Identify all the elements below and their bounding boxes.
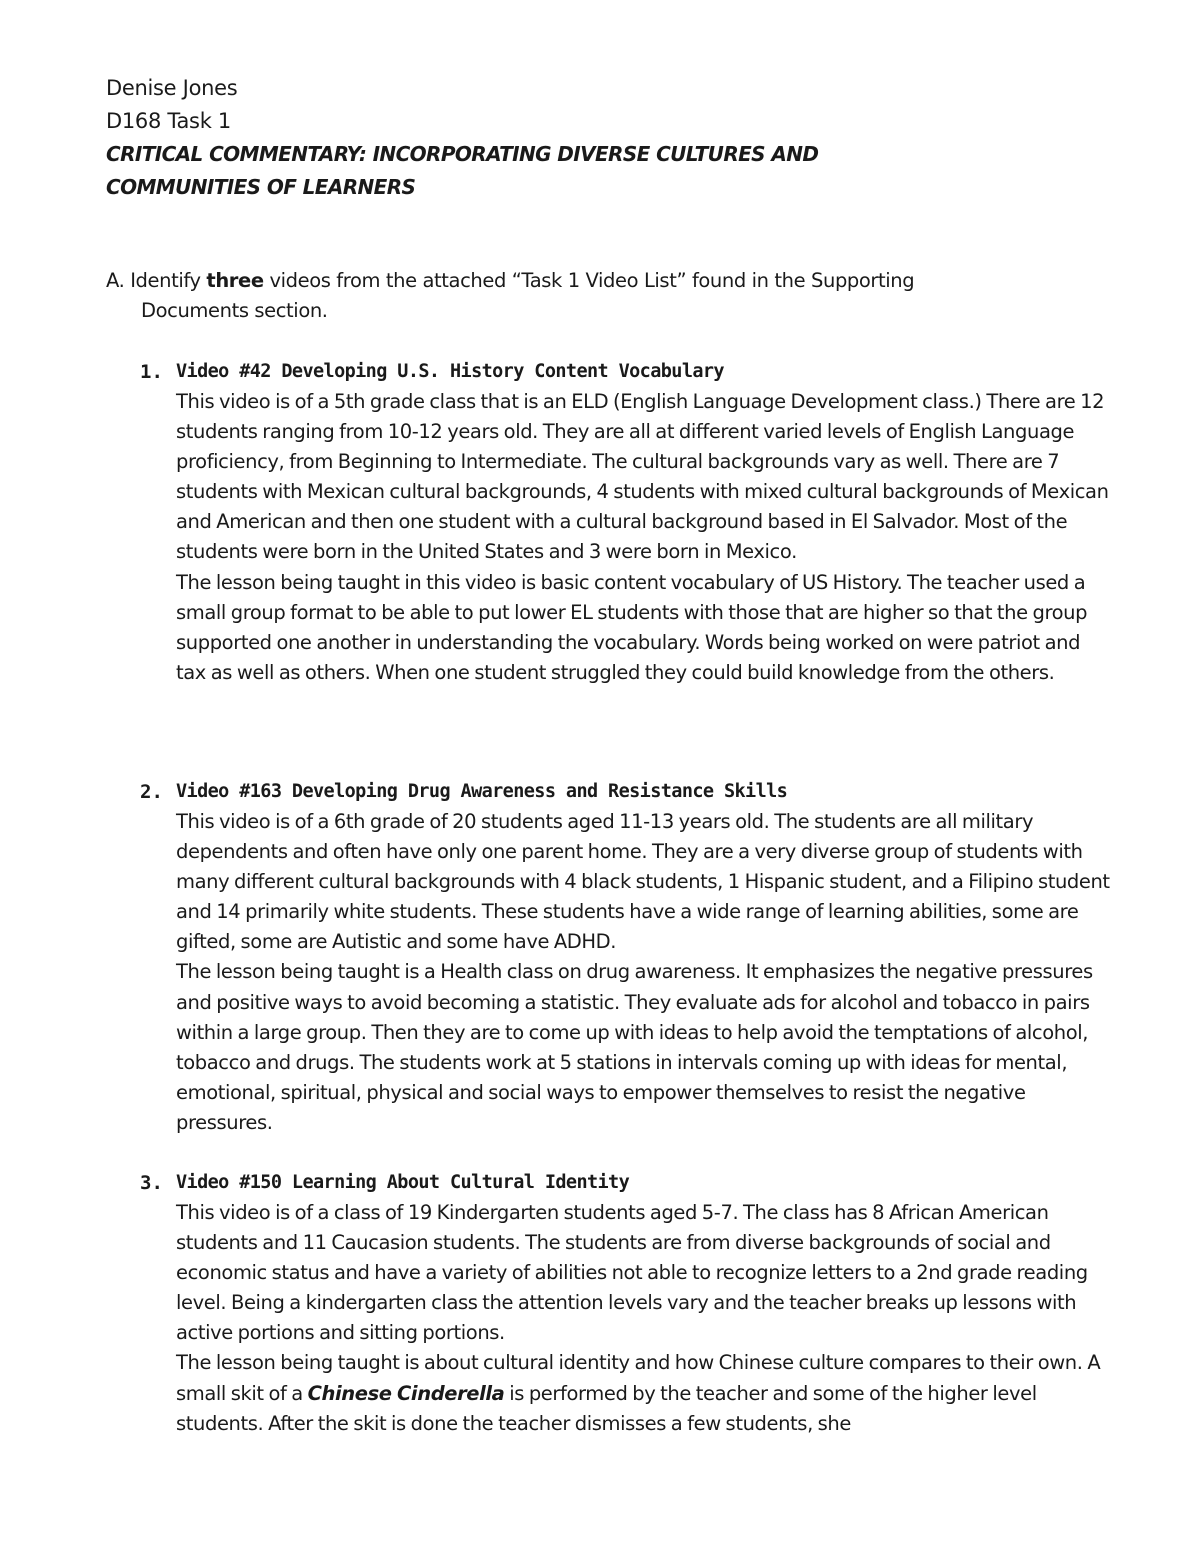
book-title: Chinese Cinderella [307, 1381, 505, 1405]
video-lesson [176, 1348, 1110, 1438]
lesson-text-after: is performed by the teacher and some of the higher level students. After the skit is done the teacher dismisses a few students, she [176, 1381, 1037, 1435]
prompt-rest: videos from the attached “Task 1 Video List” found in the Supporting [263, 269, 915, 292]
video-heading: Video #42 Developing U.S. History Content Vocabulary [176, 361, 724, 382]
video-description: This video is of a 6th grade of 20 students aged 11-13 years old. The students are all military dependents and often have only one parent home. They are a very diverse group of students with many different cultural backgrounds with 4 black students, 1 Hispanic student, and a Filipino student and 14 primarily white students. These students have a wide range of learning abilities, some are gifted, some are Autistic and some have ADHD. [176, 810, 1110, 954]
video-item-2 [140, 777, 1110, 1138]
prompt-continuation: Documents section. [141, 299, 328, 322]
video-description: This video is of a 5th grade class that is an ELD (English Language Development class.) There are 12 students ranging from 10-12 years old. They are all at different varied levels of English Language proficiency, from Beginning to Intermediate. The cultural backgrounds vary as well. There are 7 students with Mexican cultural backgrounds, 4 students with mixed cultural backgrounds of Mexican and American and then one student with a cultural background based in El Salvador. Most of the students were born in the United States and 3 were born in Mexico. [176, 390, 1109, 564]
video-number: 2. [140, 781, 163, 803]
prompt-line [106, 266, 1066, 296]
video-heading: Video #150 Learning About Cultural Identity [176, 1172, 630, 1193]
author-name: Denise Jones [106, 76, 238, 100]
video-number: 1. [140, 361, 163, 383]
video-lesson: The lesson being taught is a Health class on drug awareness. It emphasizes the negative pressures and positive ways to avoid becoming a statistic. They evaluate ads for alcohol and tobacco in pairs within a large group. Then they are to come up with ideas to help avoid the temptations of alcohol, tobacco and drugs. The students work at 5 stations in intervals coming up with ideas for mental, emotional, spiritual, physical and social ways to empower themselves to resist the negative pressures. [176, 960, 1093, 1134]
prompt-emphasis: three [206, 269, 264, 292]
video-item-3 [140, 1168, 1110, 1439]
video-description: This video is of a class of 19 Kindergarten students aged 5-7. The class has 8 African American students and 11 Caucasion students. The students are from diverse backgrounds of social and economic status and have a variety of abilities not able to recognize letters to a 2nd grade reading level. Being a kindergarten class the attention levels vary and the teacher breaks up lessons with active portions and sitting portions. [176, 1201, 1088, 1345]
video-number: 3. [140, 1172, 163, 1194]
document-header [106, 72, 1106, 204]
lesson-text-before: The lesson being taught is about cultural identity and how Chinese culture compares to their own. A small skit of a [176, 1351, 1101, 1405]
prompt-prefix: A. Identify [106, 269, 207, 292]
task-prompt [106, 266, 1066, 326]
video-lesson: The lesson being taught in this video is basic content vocabulary of US History. The teacher used a small group format to be able to put lower EL students with those that are higher so that the group supported one another in understanding the vocabulary. Words being worked on were patriot and tax as well as others. When one student struggled they could build knowledge from the others. [176, 570, 1088, 684]
course-task: D168 Task 1 [106, 109, 231, 133]
document-title-line-1: CRITICAL COMMENTARY: INCORPORATING DIVERSE CULTURES AND [106, 142, 819, 166]
video-item-1 [140, 357, 1110, 688]
document-title-line-2: COMMUNITIES OF LEARNERS [106, 175, 416, 199]
video-heading: Video #163 Developing Drug Awareness and Resistance Skills [176, 781, 788, 802]
